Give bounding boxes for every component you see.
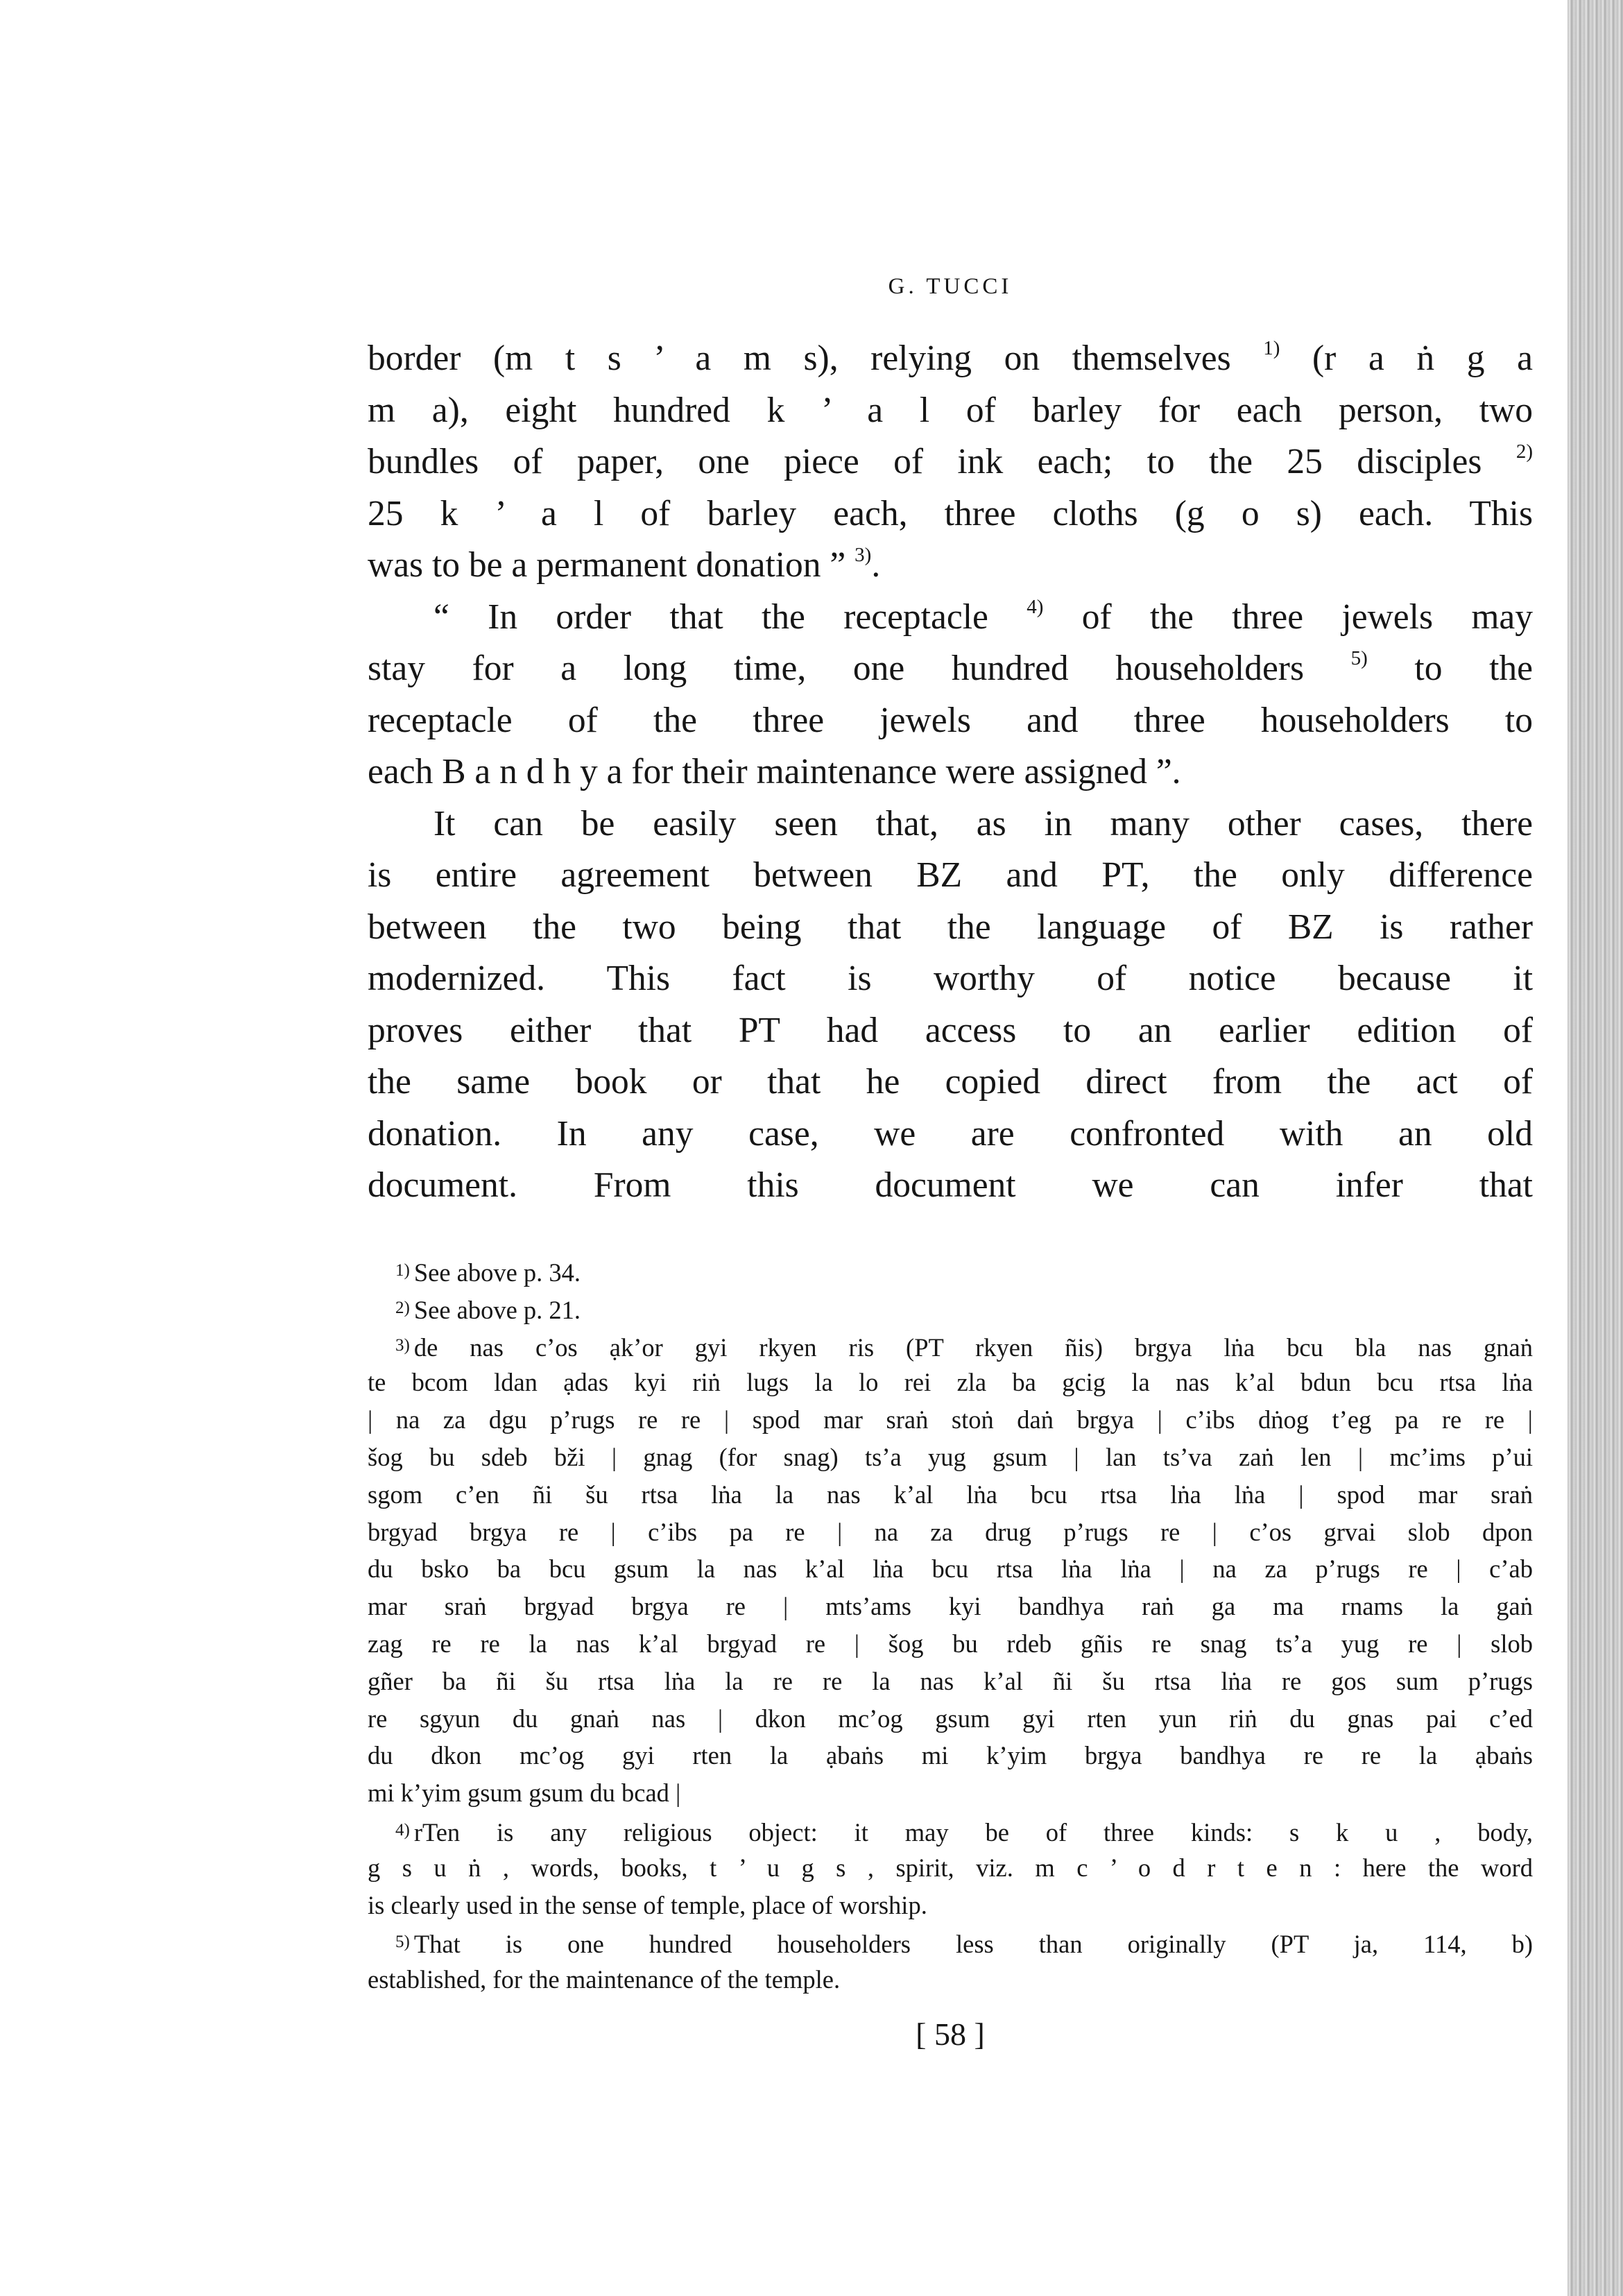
footnote-3-line: zag re re la nas k’al brgyad re | šog bu rdeb gñis re snag ts’a yug re | slob	[368, 1629, 1533, 1658]
footnote-1: $^{1)}$ See above p. 34.	[395, 1258, 581, 1287]
footnote-3-line: šog bu sdeb bži | gnag (for snag) ts’a yug gsum | lan ts’va zaṅ len | mc’ims p’ui	[368, 1442, 1533, 1471]
footnote-4-line: g s u ṅ , words, books, t ’ u g s , spirit, viz. m c ’ o d r t e n : here the word	[368, 1853, 1533, 1882]
footnote-3-line: re sgyun du gnaṅ nas | dkon mc’og gsum gyi rten yun riṅ du gnas pai c’ed	[368, 1704, 1533, 1733]
footnote-2: $^{2)}$ See above p. 21.	[395, 1295, 581, 1324]
main-text	[368, 333, 1533, 1212]
text-line-10: It can be easily seen that, as in many other cases, there	[433, 803, 1533, 843]
scanned-page-edge	[1568, 0, 1623, 2296]
text-line-5: was to be a permanent donation ” $^{3)}$.	[368, 544, 881, 585]
text-line-8: receptacle of the three jewels and three householders to	[368, 700, 1533, 740]
footnote-3-line: te bcom ldan ạdas kyi riṅ lugs la lo rei zla ba gcig la nas k’al bdun bcu rtsa lṅa	[368, 1368, 1533, 1397]
footnote-3-line: du dkon mc’og gyi rten la ạbaṅs mi k’yim brgya bandhya re re la ạbaṅs	[368, 1741, 1533, 1770]
footnote-ref-2: 2)	[1515, 440, 1533, 463]
text-line-1: border (m t s ’ a m s), relying on themselves $^{1)}$ (r a ṅ g a	[368, 337, 1533, 378]
footnote-3-line: mar sraṅ brgyad brgya re | mts’ams kyi bandhya raṅ ga ma rnams la gaṅ	[368, 1592, 1533, 1621]
footnote-5-line: established, for the maintenance of the temple.	[368, 1965, 841, 1994]
text-line-11: is entire agreement between BZ and PT, the only difference	[368, 855, 1533, 895]
footnote-ref-3: 3)	[855, 544, 872, 566]
text-line-9: each B a n d h y a for their maintenance were assigned ”.	[368, 752, 1181, 791]
text-line-3: bundles of paper, one piece of ink each; to the 25 disciples $^{2)}$	[368, 440, 1533, 481]
footnote-3-mark: 3)	[395, 1335, 410, 1355]
page-number: [ 58 ]	[916, 2016, 985, 2052]
footnotes	[368, 1252, 1533, 1998]
footnote-2-mark: 2)	[395, 1298, 410, 1317]
text-line-2: m a), eight hundred k ’ a l of barley for each person, two	[368, 390, 1533, 430]
text-line-15: the same book or that he copied direct from the act of	[368, 1062, 1533, 1102]
footnote-3-line: brgyad brgya re | c’ibs pa re | na za drug p’rugs re | c’os grvai slob dpon	[368, 1517, 1533, 1546]
footnote-ref-5: 5)	[1350, 647, 1368, 669]
footnote-4-line: is clearly used in the sense of temple, place of worship.	[368, 1890, 927, 1919]
text-line-6: “ In order that the receptacle $^{4)}$ of the three jewels may	[433, 595, 1533, 637]
text-line-4: 25 k ’ a l of barley each, three cloths (g o s) each. This	[368, 493, 1533, 533]
footnote-3-line: gñer ba ñi šu rtsa lṅa la re re la nas k’al ñi šu rtsa lṅa re gos sum p’rugs	[368, 1666, 1533, 1695]
footnote-ref-1: 1)	[1263, 337, 1280, 359]
footnote-3-line: $^{3)}$ de nas c’os ạk’or gyi rkyen ris (PT rkyen ñis) brgya lṅa bcu bla nas gnaṅ	[395, 1333, 1533, 1362]
footnote-4-mark: 4)	[395, 1820, 410, 1840]
text-line-16: donation. In any case, we are confronted with an old	[368, 1113, 1533, 1154]
text-line-7: stay for a long time, one hundred householders $^{5)}$ to the	[368, 647, 1534, 688]
footnote-1-mark: 1)	[395, 1261, 410, 1280]
text-line-17: document. From this document we can infer that	[368, 1165, 1533, 1205]
footnote-3-line: mi k’yim gsum gsum du bcad |	[368, 1779, 681, 1808]
footnote-5-mark: 5)	[395, 1933, 410, 1952]
text-line-13: modernized. This fact is worthy of notice because it	[368, 959, 1533, 998]
footnote-ref-4: 4)	[1027, 595, 1044, 618]
footnote-3-line: sgom c’en ñi šu rtsa lṅa la nas k’al lṅa bcu rtsa lṅa lṅa | spod mar sraṅ	[368, 1480, 1533, 1509]
footnote-5-line: $^{5)}$ That is one hundred householders less than originally (PT ja, 114, b)	[395, 1930, 1533, 1959]
running-head: G. TUCCI	[888, 274, 1013, 299]
text-line-12: between the two being that the language of BZ is rather	[368, 907, 1533, 947]
text-line-14: proves either that PT had access to an earlier edition of	[368, 1010, 1533, 1050]
footnote-4-line: $^{4)}$ rTen is any religious object: it may be of three kinds: s k u , body,	[395, 1817, 1533, 1847]
footnote-3-line: du bsko ba bcu gsum la nas k’al lṅa bcu rtsa lṅa lṅa | na za p’rugs re | c’ab	[368, 1554, 1533, 1584]
footnote-3-line: | na za dgu p’rugs re re | spod mar sraṅ stoṅ daṅ brgya | c’ibs dṅog t’eg pa re re |	[368, 1405, 1533, 1434]
